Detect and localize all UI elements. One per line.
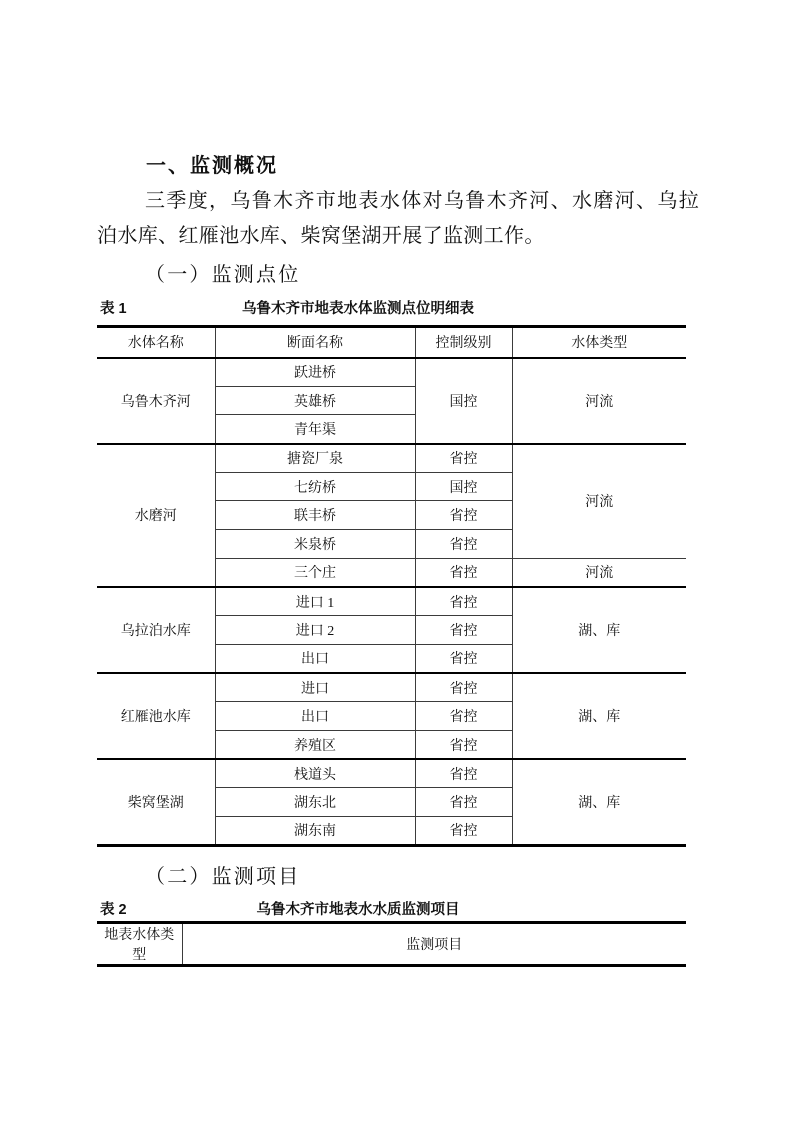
table-cell: 三个庄 — [215, 558, 415, 587]
table-cell: 省控 — [415, 587, 512, 616]
sub-heading-monitoring-points: （一）监测点位 — [145, 264, 301, 286]
column-header: 监测项目 — [182, 923, 686, 966]
table-cell: 省控 — [415, 788, 512, 817]
paragraph-line-2: 泊水库、红雁池水库、柴窝堡湖开展了监测工作。 — [97, 225, 545, 247]
table-cell: 出口 — [215, 644, 415, 673]
table-cell: 联丰桥 — [215, 501, 415, 530]
table-cell: 进口 2 — [215, 616, 415, 645]
table-cell: 湖东南 — [215, 817, 415, 846]
table-row — [97, 358, 686, 387]
table-cell: 栈道头 — [215, 759, 415, 788]
table-cell: 红雁池水库 — [97, 673, 215, 759]
table-cell: 省控 — [415, 558, 512, 587]
table-cell: 省控 — [415, 759, 512, 788]
column-header: 断面名称 — [215, 327, 415, 358]
column-header: 控制级别 — [415, 327, 512, 358]
table-cell: 省控 — [415, 501, 512, 530]
column-header: 地表水体类型 — [97, 923, 182, 966]
table-cell: 省控 — [415, 673, 512, 702]
table-cell: 湖东北 — [215, 788, 415, 817]
table-cell: 省控 — [415, 530, 512, 559]
table-cell: 跃进桥 — [215, 358, 415, 387]
paragraph-line-1: 三季度，乌鲁木齐市地表水体对乌鲁木齐河、水磨河、乌拉 — [145, 190, 701, 212]
table2-title: 乌鲁木齐市地表水水质监测项目 — [256, 902, 460, 918]
table-cell: 英雄桥 — [215, 386, 415, 415]
table-cell: 河流 — [512, 358, 686, 444]
table1 — [97, 325, 686, 847]
table-cell: 湖、库 — [512, 673, 686, 759]
table2-caption — [97, 898, 619, 918]
table-cell: 养殖区 — [215, 730, 415, 759]
section-heading: 一、监测概况 — [146, 155, 278, 177]
table-cell: 七纺桥 — [215, 472, 415, 501]
table-cell: 省控 — [415, 730, 512, 759]
sub-heading-monitoring-items: （二）监测项目 — [145, 866, 301, 888]
table1-label: 表 1 — [100, 301, 127, 317]
table-cell: 米泉桥 — [215, 530, 415, 559]
table-row — [97, 673, 686, 702]
table-header-row — [97, 327, 686, 358]
table-cell: 国控 — [415, 358, 512, 444]
table-cell: 湖、库 — [512, 759, 686, 845]
table-cell: 省控 — [415, 444, 512, 473]
table-row — [97, 759, 686, 788]
table-cell: 湖、库 — [512, 587, 686, 673]
table-cell: 进口 — [215, 673, 415, 702]
table-cell: 省控 — [415, 616, 512, 645]
table-cell: 国控 — [415, 472, 512, 501]
table-cell: 河流 — [512, 444, 686, 559]
table-cell: 水磨河 — [97, 444, 215, 587]
column-header: 水体类型 — [512, 327, 686, 358]
table-cell: 进口 1 — [215, 587, 415, 616]
column-header: 水体名称 — [97, 327, 215, 358]
table1-title: 乌鲁木齐市地表水体监测点位明细表 — [242, 301, 474, 317]
table-cell: 出口 — [215, 702, 415, 731]
table1-caption — [97, 297, 619, 317]
table2-label: 表 2 — [100, 902, 127, 918]
table-header-row — [97, 923, 686, 966]
table-cell: 省控 — [415, 702, 512, 731]
table-cell: 河流 — [512, 558, 686, 587]
table-cell: 乌鲁木齐河 — [97, 358, 215, 444]
table-cell: 柴窝堡湖 — [97, 759, 215, 845]
table-cell: 搪瓷厂泉 — [215, 444, 415, 473]
table-row — [97, 587, 686, 616]
table-cell: 青年渠 — [215, 415, 415, 444]
table-cell: 省控 — [415, 644, 512, 673]
table2 — [97, 921, 686, 967]
table-row — [97, 444, 686, 473]
table-cell: 乌拉泊水库 — [97, 587, 215, 673]
table-cell: 省控 — [415, 817, 512, 846]
